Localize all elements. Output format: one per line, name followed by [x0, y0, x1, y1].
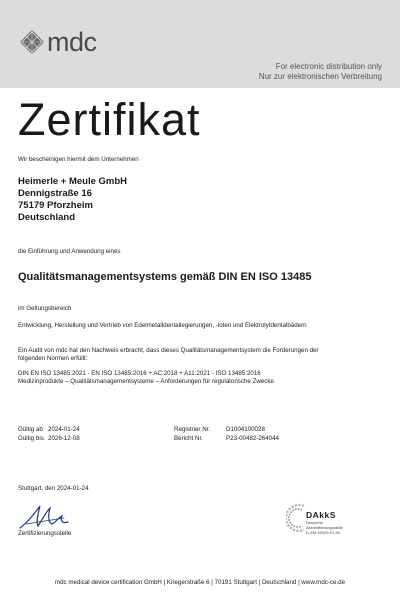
report-label: Bericht Nr. — [174, 435, 203, 442]
distribution-note-en: For electronic distribution only — [275, 62, 382, 71]
dakks-sub-3: D-ZM-16029-01-00 — [306, 530, 341, 535]
mdc-logo — [20, 27, 97, 57]
norms-line-2: Medizinprodukte – Qualitätsmanagementsysteme – Anforderungen für regulatorische Zwecke — [18, 378, 274, 385]
registration-block — [174, 425, 279, 443]
norms-text — [18, 370, 274, 386]
place-date: Stuttgart, den 2024-01-24 — [18, 485, 89, 492]
footer-address: mdc medical device certification GmbH | Kriegerstraße 6 | 70191 Stuttgart | Deutschland | www.mdc-ce.de — [54, 579, 346, 586]
registration-number: D1004100028 — [226, 426, 265, 433]
distribution-note-de: Nur zur elektronischen Verbreitung — [258, 72, 382, 81]
valid-from-label: Gültig ab — [18, 426, 43, 433]
company-country: Deutschland — [18, 212, 76, 223]
report-number: P23-00482-264044 — [226, 435, 279, 442]
dakks-logo-icon — [286, 502, 308, 534]
mdc-logo-icon — [20, 30, 44, 54]
intro2-text: die Einführung und Anwendung eines — [18, 248, 121, 255]
dakks-accreditation — [286, 500, 366, 540]
dakks-name: DAkkS — [306, 510, 336, 520]
company-address — [18, 176, 127, 224]
company-name: Heimerle + Meule GmbH — [18, 176, 128, 187]
dakks-details — [306, 520, 366, 535]
company-city: 75179 Pforzheim — [18, 200, 93, 211]
registration-label: Registrier Nr. — [174, 426, 211, 433]
valid-from-value: 2024-01-24 — [48, 426, 80, 433]
dakks-sub-1: Deutsche — [306, 520, 323, 525]
brand-name: mdc — [47, 27, 97, 57]
signature-label: Zertifizierungsstelle — [18, 530, 72, 537]
scope-text: Entwicklung, Herstellung und Vertrieb von Edelmetalldentallegierungen, -loten und Elektrolytdentalbädern — [18, 322, 307, 329]
certificate-title: Zertifikat — [18, 94, 201, 145]
valid-to-label: Gültig bis — [18, 435, 44, 442]
scope-label: im Geltungsbereich — [18, 305, 72, 312]
audit-text — [18, 347, 319, 363]
validity-block — [18, 425, 80, 443]
company-street: Dennigstraße 16 — [18, 188, 92, 199]
audit-line-2: folgenden Normen erfüllt: — [18, 355, 88, 362]
intro-text: Wir bescheinigen hiermit dem Unternehmen — [18, 156, 139, 163]
qms-title: Qualitätsmanagementsystems gemäß DIN EN ISO 13485 — [18, 271, 312, 283]
distribution-note — [259, 62, 382, 82]
norms-line-1: DIN EN ISO 13485:2021 - EN ISO 13485:2016 + AC:2018 + A11:2021 - ISO 13485:2016 — [18, 370, 261, 377]
valid-to-value: 2026-12-08 — [48, 435, 80, 442]
signature — [18, 500, 80, 532]
dakks-sub-2: Akkreditierungsstelle — [306, 525, 343, 530]
audit-line-1: Ein Audit von mdc hat den Nachweis erbracht, dass dieses Qualitätsmanagementsystem die Forderungen der — [18, 347, 319, 354]
